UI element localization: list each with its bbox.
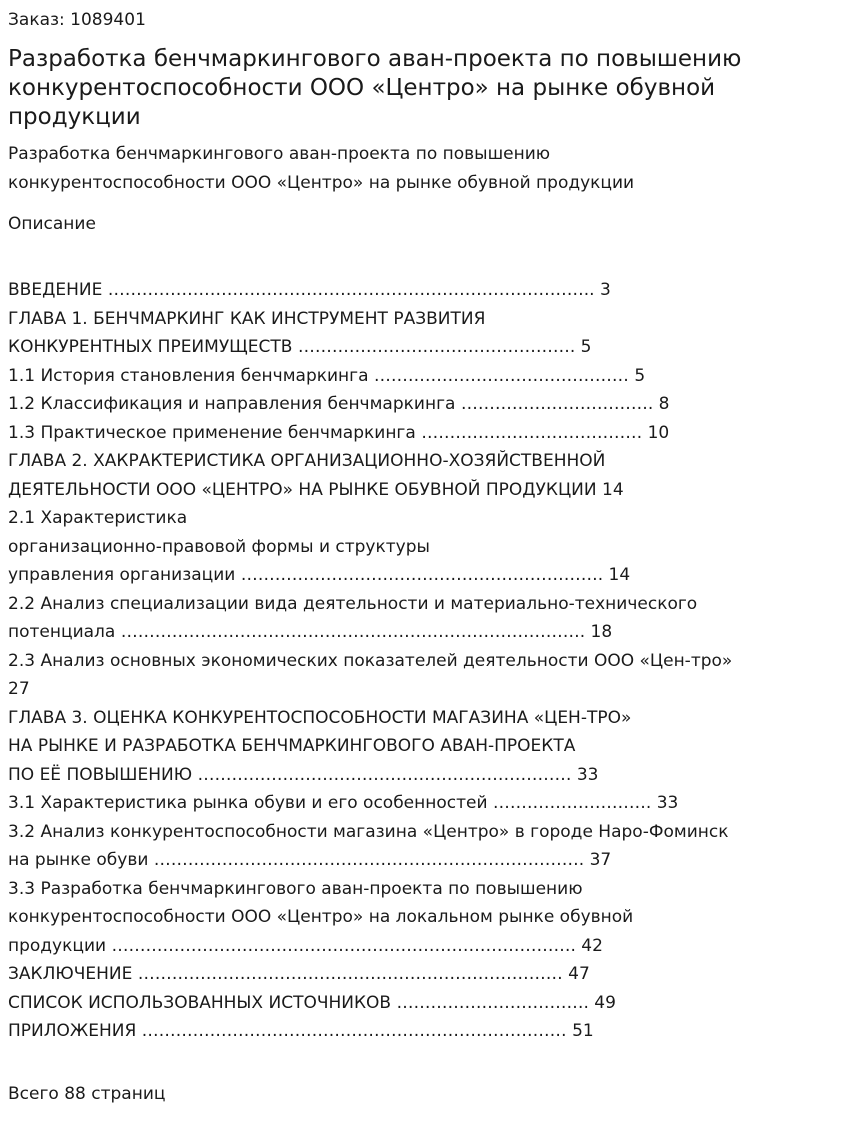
- toc-entry: КОНКУРЕНТНЫХ ПРЕИМУЩЕСТВ …………………………………………. 5: [8, 337, 592, 357]
- toc-entry: ВВЕДЕНИЕ ………………………………………………………………………….. 3: [8, 280, 611, 300]
- toc-entry: продукции ………………………………………………………………………. 42: [8, 935, 603, 956]
- toc-entry: 2.2 Анализ специализации вида деятельности и материально-технического: [8, 593, 698, 614]
- toc-entry: 1.1 История становления бенчмаркинга ……………………………………… 5: [8, 365, 646, 386]
- toc-entry: ПО ЕЁ ПОВЫШЕНИЮ ………………………………………………………… 33: [8, 764, 599, 785]
- toc-entry: 3.1 Характеристика рынка обуви и его особенностей ………………………. 33: [8, 793, 679, 813]
- total-pages: Всего 88 страниц: [8, 1083, 166, 1104]
- toc-entry: ЗАКЛЮЧЕНИЕ ………………………………………………………………… 47: [8, 964, 590, 984]
- toc-entry: 1.3 Практическое применение бенчмаркинга ………………………………… 10: [8, 422, 670, 443]
- toc-entry: ГЛАВА 1. БЕНЧМАРКИНГ КАК ИНСТРУМЕНТ РАЗВИТИЯ: [8, 308, 486, 329]
- toc-entry: 1.2 Классификация и направления бенчмаркинга ……………………………. 8: [8, 394, 670, 414]
- table-of-contents: [8, 276, 833, 1046]
- toc-entry: 3.3 Разработка бенчмаркингового аван-проекта по повышению: [8, 878, 583, 899]
- toc-entry: 3.2 Анализ конкурентоспособности магазина «Центро» в городе Наро-Фоминск: [8, 821, 729, 842]
- toc-entry: на рынке обуви …………………………………………………………………. 37: [8, 850, 612, 870]
- toc-entry: организационно-правовой формы и структуры: [8, 536, 430, 557]
- toc-entry: ПРИЛОЖЕНИЯ ………………………………………………………………… 51: [8, 1021, 594, 1041]
- toc-entry: 2.1 Характеристика: [8, 508, 188, 528]
- order-number: Заказ: 1089401: [8, 10, 146, 30]
- toc-entry: ГЛАВА 2. ХАКРАКТЕРИСТИКА ОРГАНИЗАЦИОННО-ХОЗЯЙСТВЕННОЙ: [8, 451, 606, 471]
- toc-entry: 27: [8, 679, 30, 699]
- toc-entry: управления организации ………………………………………………………. 14: [8, 565, 631, 585]
- subtitle-line: Разработка бенчмаркингового аван-проекта по повышению: [8, 144, 551, 164]
- toc-entry: конкурентоспособности ООО «Центро» на локальном рынке обувной: [8, 907, 634, 927]
- description-label: Описание: [8, 214, 96, 234]
- toc-entry: ДЕЯТЕЛЬНОСТИ ООО «ЦЕНТРО» НА РЫНКЕ ОБУВНОЙ ПРОДУКЦИИ 14: [8, 479, 624, 500]
- toc-entry: НА РЫНКЕ И РАЗРАБОТКА БЕНЧМАРКИНГОВОГО АВАН-ПРОЕКТА: [8, 736, 576, 756]
- toc-entry: потенциала ………………………………………………………………………. 18: [8, 622, 613, 642]
- toc-entry: ГЛАВА 3. ОЦЕНКА КОНКУРЕНТОСПОСОБНОСТИ МАГАЗИНА «ЦЕН-ТРО»: [8, 707, 632, 728]
- document-subtitle: [8, 140, 768, 198]
- toc-entry: СПИСОК ИСПОЛЬЗОВАННЫХ ИСТОЧНИКОВ ……………………………. 49: [8, 992, 616, 1013]
- subtitle-line: конкурентоспособности ООО «Центро» на рынке обувной продукции: [8, 173, 635, 193]
- document-title: Разработка бенчмаркингового аван-проекта по повышению конкурентоспособности ООО «Центро» на рынке обувной продукции: [8, 46, 742, 130]
- toc-entry: 2.3 Анализ основных экономических показателей деятельности ООО «Цен-тро»: [8, 650, 733, 671]
